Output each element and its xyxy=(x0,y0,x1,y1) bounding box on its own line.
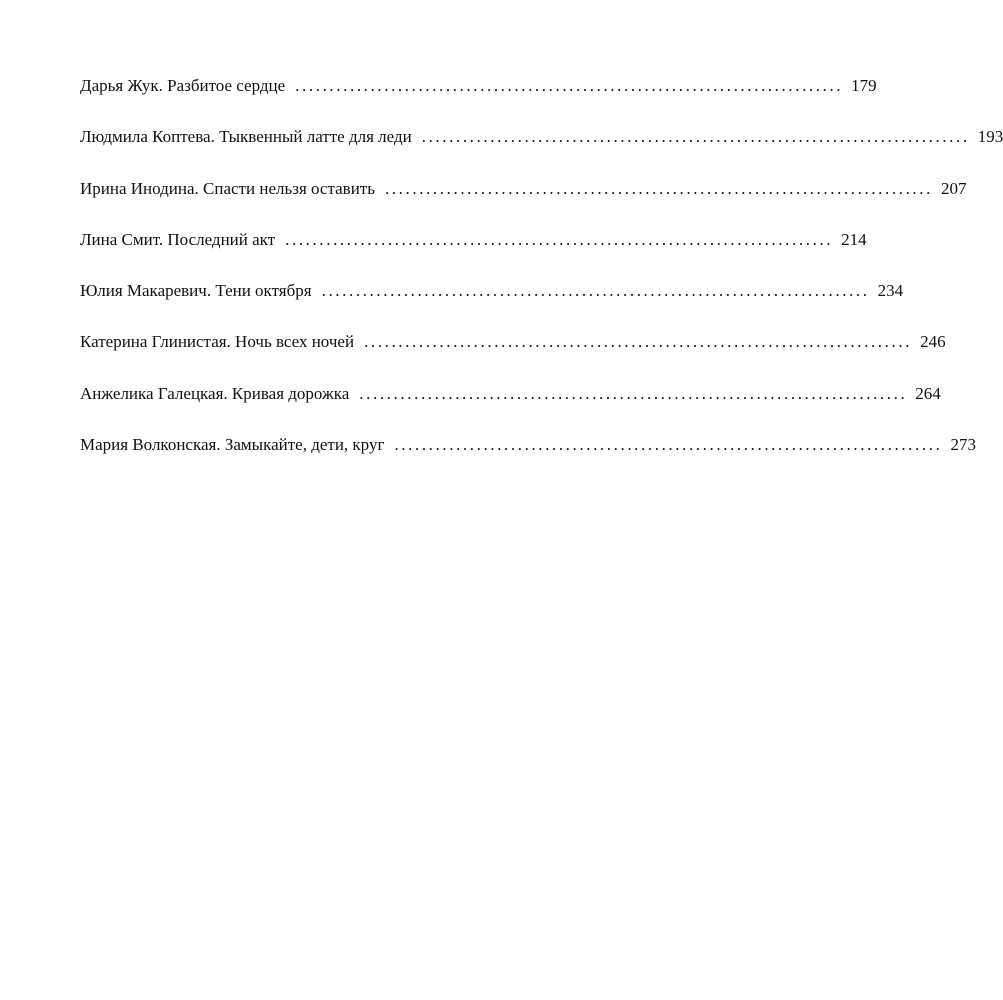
toc-dot-leader: ................................................................................ xyxy=(295,76,844,95)
toc-page-number: 234 xyxy=(877,281,904,301)
toc-entry xyxy=(80,382,941,433)
toc-dot-leader: ................................................................................ xyxy=(394,435,943,455)
toc-page-number: 207 xyxy=(940,178,967,198)
toc-entry xyxy=(80,279,904,330)
toc-page-number: 193 xyxy=(977,127,1003,147)
toc-page-number: 179 xyxy=(851,76,877,95)
toc-page-number: 246 xyxy=(920,332,946,352)
toc-entry xyxy=(80,125,1003,176)
toc-dot-leader: ................................................................................ xyxy=(421,127,970,147)
toc-entry xyxy=(80,74,877,125)
toc-dot-leader: ................................................................................ xyxy=(321,281,870,301)
toc-entry-title: Мария Волконская. Замыкайте, дети, круг xyxy=(80,435,385,455)
toc-entry-title: Анжелика Галецкая. Кривая дорожка xyxy=(80,383,350,403)
toc-entry-title: Катерина Глинистая. Ночь всех ночей xyxy=(80,332,355,352)
toc-entry-title: Юлия Макаревич. Тени октября xyxy=(80,281,312,301)
toc-entry-title: Лина Смит. Последний акт xyxy=(80,229,276,249)
table-of-contents xyxy=(80,74,1003,484)
toc-dot-leader: ................................................................................ xyxy=(364,332,913,352)
toc-dot-leader: ................................................................................ xyxy=(359,383,908,403)
toc-dot-leader: ................................................................................ xyxy=(384,178,933,198)
toc-page-number: 264 xyxy=(915,383,941,403)
toc-entry xyxy=(80,330,946,381)
toc-entry xyxy=(80,433,976,484)
toc-entry-title: Дарья Жук. Разбитое сердце xyxy=(80,76,286,95)
toc-entry-title: Людмила Коптева. Тыквенный латте для леди xyxy=(80,127,412,147)
toc-page-number: 214 xyxy=(841,229,867,249)
toc-page-number: 273 xyxy=(950,435,976,455)
toc-dot-leader: ................................................................................ xyxy=(285,229,834,249)
toc-entry-title: Ирина Инодина. Спасти нельзя оставить xyxy=(80,178,375,198)
toc-entry xyxy=(80,228,867,279)
toc-entry xyxy=(80,177,967,228)
